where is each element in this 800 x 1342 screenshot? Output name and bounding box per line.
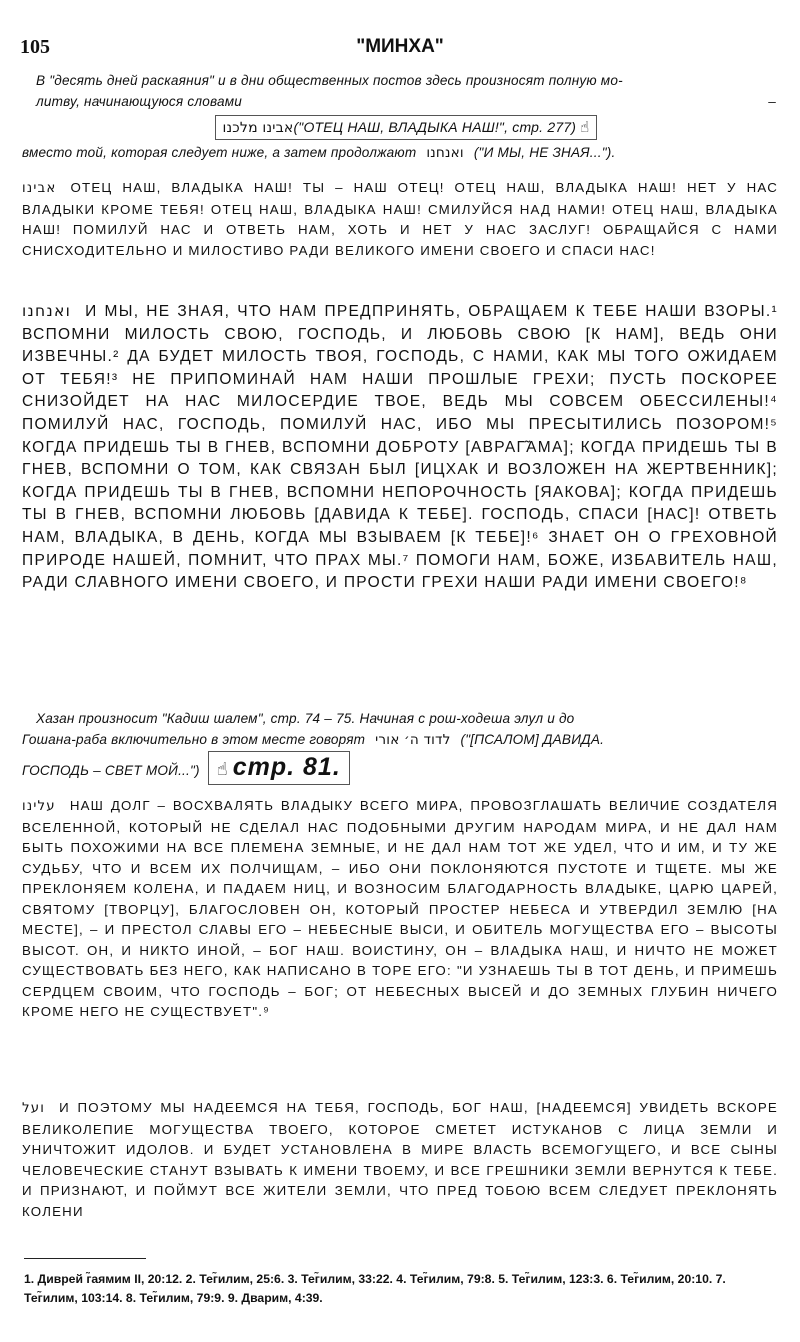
footnote-divider bbox=[24, 1258, 146, 1259]
prayer-paragraph-veal bbox=[22, 1098, 778, 1222]
paragraph-hebrew-word: עלינו bbox=[22, 799, 56, 814]
paragraph-text: И ПОЭТОМУ МЫ НАДЕЕМСЯ НА ТЕБЯ, ГОСПОДЬ, БОГ НАШ, [НАДЕЕМСЯ] УВИДЕТЬ ВСКОРЕ ВЕЛИКОЛЕПИЕ МОГУЩЕСТВА ТВОЕГО, КОТОРОЕ СМЕТЕТ ИСТУКАНОВ С ЛИЦА ЗЕМЛИ И УНИЧТОЖИТ ИДОЛОВ. И БУДЕТ УСТАНОВЛЕНА В МИРЕ ВЛАСТЬ ВСЕМОГУЩЕГО, И ВСЕ СЫНЫ ЧЕЛОВЕЧЕСКИЕ СТАНУТ ВЗЫВАТЬ К ИМЕНИ ТВОЕМУ, И ВСЕ ГРЕШНИКИ ЗЕМЛИ ВЕРНУТСЯ К ТЕБЕ. И ПРИЗНАЮТ, И ПОЙМУТ ВСЕ ЖИТЕЛИ ЗЕМЛИ, ЧТО ПРЕД ТОБОЮ ВСЕМ СЛЕДУЕТ ПРЕКЛОНЯТЬ КОЛЕНИ bbox=[22, 1100, 778, 1219]
note2-line2-end: ("[ПСАЛОМ] ДАВИДА. bbox=[460, 732, 605, 747]
note1-line1: В "десять дней раскаяния" и в дни общественных постов здесь произносят полную мо- bbox=[36, 73, 623, 88]
paragraph-hebrew-word: ועל bbox=[22, 1101, 46, 1116]
note2-line3: ГОСПОДЬ – СВЕТ МОЙ...") bbox=[22, 763, 200, 778]
note1-line3-row bbox=[22, 142, 776, 164]
note1-hebrew: ואנחנו bbox=[426, 145, 464, 161]
paragraph-text: И МЫ, НЕ ЗНАЯ, ЧТО НАМ ПРЕДПРИНЯТЬ, ОБРАЩАЕМ К ТЕБЕ НАШИ ВЗОРЫ.¹ ВСПОМНИ МИЛОСТЬ СВОЮ, ГОСПОДЬ, И ЛЮБОВЬ СВОЮ [К НАМ], ВЕДЬ ОНИ ИЗВЕЧНЫ.² ДА БУДЕТ МИЛОСТЬ ТВОЯ, ГОСПОДЬ, С НАМИ, КАК МЫ ТОГО ОЖИДАЕМ ОТ ТЕБЯ!³ НЕ ПРИПОМИНАЙ НАМ НАШИ ПРОШЛЫЕ ГРЕХИ; ПУСТЬ ПОСКОРЕЕ СНИЗОЙДЕТ НА НАС МИЛОСЕРДИЕ ТВОЕ, ВЕДЬ МЫ СОВСЕМ ОБЕССИЛЕНЫ!⁴ ПОМИЛУЙ НАС, ГОСПОДЬ, ПОМИЛУЙ НАС, ИБО МЫ ПРЕСЫТИЛИСЬ ПОЗОРОМ!⁵ КОГДА ПРИДЕШЬ ТЫ В ГНЕВ, ВСПОМНИ ДОБРОТУ [АВРАГ̃АМА]; КОГДА ПРИДЕШЬ ТЫ В ГНЕВ, ВСПОМНИ О ТОМ, КАК СВЯЗАН БЫЛ [ИЦХАК И ВОЗЛОЖЕН НА ЖЕРТВЕННИК]; КОГДА ПРИДЕШЬ ТЫ В ГНЕВ, ВСПОМНИ НЕПОРОЧНОСТЬ [ЯАКОВА]; КОГДА ПРИДЕШЬ ТЫ В ГНЕВ, ВСПОМНИ ЛЮБОВЬ [ДАВИДА К ТЕБЕ]. ГОСПОДЬ, СПАСИ [НАС]! ОТВЕТЬ НАМ, ВЛАДЫКА, В ДЕНЬ, КОГДА МЫ ВЗЫВАЕМ [К ТЕБЕ]!⁶ ЗНАЕТ ОН О ГРЕХОВНОЙ ПРИРОДЕ НАШЕЙ, ПОМНИТ, ЧТО ПРАХ МЫ.⁷ ПОМОГИ НАМ, БОЖЕ, ИЗБАВИТЕЛЬ НАШ, РАДИ СЛАВНОГО ИМЕНИ СВОЕГО, И ПРОСТИ ГРЕХИ НАШИ РАДИ ИМЕНИ СВОЕГО!⁸ bbox=[22, 303, 778, 592]
note2-line1: Хазан произносит "Кадиш шалем", стр. 74 – 75. Начиная с рош-ходеша элул и до bbox=[36, 711, 575, 726]
note2-hebrew: לדוד ה׳ אורי bbox=[375, 732, 451, 748]
paragraph-hebrew-word: ואנחנו bbox=[22, 302, 72, 320]
note2-line3-row bbox=[22, 751, 776, 785]
prayer-paragraph-avinu bbox=[22, 178, 778, 261]
footnotes: 1. Диврей г̃аямим II, 20:12. 2. Тег̃илим, 25:6. 3. Тег̃илим, 33:22. 4. Тег̃илим, 79:8. 5. Тег̃илим, 123:3. 6. Тег̃илим, 20:10. 7. Тег̃илим, 103:14. 8. Тег̃илим, 79:9. 9. Дварим, 4:39. bbox=[24, 1272, 726, 1305]
note1-line2: литву, начинающуюся словами bbox=[36, 94, 243, 109]
note1-link-row bbox=[36, 115, 776, 140]
link-text: ("ОТЕЦ НАШ, ВЛАДЫКА НАШ!", стр. 277) bbox=[293, 119, 577, 135]
prayer-paragraph-aleinu bbox=[22, 796, 778, 1023]
note2-line2: Гошана-раба включительно в этом месте говорят bbox=[22, 732, 366, 747]
page-number: 105 bbox=[20, 36, 50, 58]
link-hebrew-text: אבינו מלכנו bbox=[222, 120, 294, 136]
hand-pointer-icon: ☝ bbox=[580, 119, 590, 136]
note1-line3-end: ("И МЫ, НЕ ЗНАЯ..."). bbox=[473, 145, 616, 160]
avinu-malkenu-page-link[interactable] bbox=[215, 115, 596, 140]
note1-dash: – bbox=[768, 94, 776, 109]
page-header bbox=[20, 36, 780, 60]
hand-pointer-icon: ☝ bbox=[216, 759, 229, 779]
link-text: стр. 81. bbox=[232, 753, 341, 781]
paragraph-text: ОТЕЦ НАШ, ВЛАДЫКА НАШ! ТЫ – НАШ ОТЕЦ! ОТЕЦ НАШ, ВЛАДЫКА НАШ! НЕТ У НАС ВЛАДЫКИ КРОМЕ ТЕБЯ! ОТЕЦ НАШ, ВЛАДЫКА НАШ! СМИЛУЙСЯ НАД НАМИ! ОТЕЦ НАШ, ВЛАДЫКА НАШ! ПОМИЛУЙ НАС И ОТВЕТЬ НАМ, ХОТЬ И НЕТ У НАС ЗАСЛУГ! ОБРАЩАЙСЯ С НАМИ СНИСХОДИТЕЛЬНО И МИЛОСТИВО РАДИ ВЕЛИКОГО ИМЕНИ СВОЕГО И СПАСИ НАС! bbox=[22, 180, 778, 258]
paragraph-hebrew-word: אבינו bbox=[22, 181, 57, 196]
paragraph-text: НАШ ДОЛГ – ВОСХВАЛЯТЬ ВЛАДЫКУ ВСЕГО МИРА, ПРОВОЗГЛАШАТЬ ВЕЛИЧИЕ СОЗДАТЕЛЯ ВСЕЛЕННОЙ, КОТОРЫЙ НЕ СДЕЛАЛ НАС ПОДОБНЫМИ ДРУГИМ НАРОДАМ МИРА, И НЕ ДАЛ НАМ БЫТЬ ПОХОЖИМИ НА ВСЕ ПЛЕМЕНА ЗЕМНЫЕ, И НЕ ДАЛ НАМ ТОТ ЖЕ УДЕЛ, ЧТО И ИМ, И ТУ ЖЕ СУДЬБУ, ЧТО И ВСЕМ ИХ ПОЛЧИЩАМ, – ИБО ОНИ ПОКЛОНЯЮТСЯ ПУСТОТЕ И ТЩЕТЕ. МЫ ЖЕ ПРЕКЛОНЯЕМ КОЛЕНА, И ПАДАЕМ НИЦ, И ВОЗНОСИМ БЛАГОДАРНОСТЬ ВЛАДЫКЕ, ЦАРЮ ЦАРЕЙ, СВЯТОМУ [ТВОРЦУ], БЛАГОСЛОВЕН ОН, КОТОРЫЙ ПРОСТЕР НЕБЕСА И УТВЕРДИЛ ЗЕМЛЮ [НА МЕСТЕ], – И ПРЕСТОЛ СЛАВЫ ЕГО – НЕБЕСНЫЕ ВЫСИ, И ОБИТЕЛЬ МОГУЩЕСТВА ЕГО – ВЫСОТЫ ВЫСОТ. ОН, И НИКТО ИНОЙ, – БОГ НАШ. ВОИСТИНУ, ОН – ВЛАДЫКА НАШ, И НИЧТО НЕ МОЖЕТ СУЩЕСТВОВАТЬ БЕЗ НЕГО, КАК НАПИСАНО В ТОРЕ ЕГО: "И УЗНАЕШЬ ТЫ В ТОТ ДЕНЬ, И ПРИМЕШЬ СЕРДЦЕМ СВОИМ, ЧТО ГОСПОДЬ – БОГ; ОТ НЕБЕСНЫХ ВЫСЕЙ И ДО ЗЕМНЫХ ГЛУБИН НИЧЕГО КРОМЕ НЕГО НЕ СУЩЕСТВУЕТ".⁹ bbox=[22, 798, 778, 1019]
note1-line2-row bbox=[36, 91, 776, 112]
instruction-note-2 bbox=[22, 708, 776, 785]
running-title: "МИНХА" bbox=[356, 36, 444, 57]
psalm-page-link[interactable] bbox=[208, 751, 350, 785]
note1-line3: вместо той, которая следует ниже, а затем продолжают bbox=[22, 145, 417, 160]
prayer-paragraph-vaanachnu bbox=[22, 300, 778, 595]
instruction-note-1 bbox=[22, 70, 776, 164]
note2-line2-row bbox=[22, 729, 776, 751]
